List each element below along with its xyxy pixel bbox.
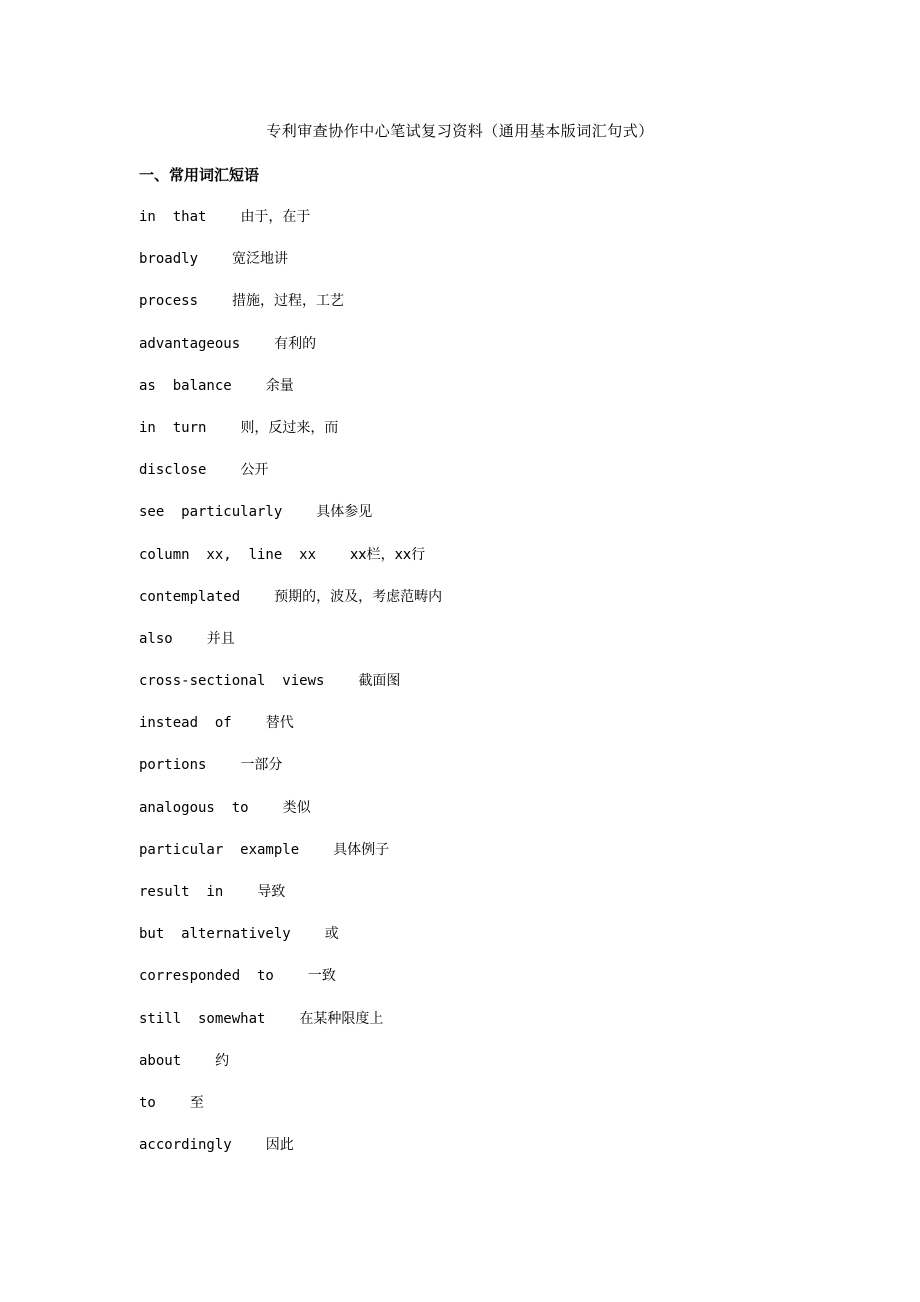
vocabulary-term: about [139, 1052, 182, 1069]
vocabulary-meaning: 由于，在于 [240, 209, 311, 225]
vocabulary-item [139, 1009, 442, 1051]
vocabulary-meaning: 因此 [265, 1137, 294, 1154]
vocabulary-meaning: 有利的 [274, 335, 317, 352]
vocabulary-term: portions [139, 757, 207, 774]
vocabulary-item [139, 545, 442, 587]
vocabulary-item [139, 713, 442, 755]
vocabulary-meaning: xx栏，xx行 [350, 546, 426, 563]
vocabulary-item [139, 1093, 442, 1135]
vocabulary-meaning: 公开 [240, 462, 269, 479]
vocabulary-item [139, 249, 442, 291]
vocabulary-meaning: 具体参见 [316, 504, 373, 521]
vocabulary-term: particular example [139, 841, 300, 858]
vocabulary-item [139, 924, 442, 966]
vocabulary-item [139, 1051, 442, 1093]
vocabulary-term: accordingly [139, 1137, 232, 1154]
vocabulary-term: also [139, 630, 173, 647]
vocabulary-item [139, 207, 442, 249]
vocabulary-meaning: 则，反过来，而 [240, 419, 339, 436]
vocabulary-meaning: 类似 [282, 799, 311, 816]
vocabulary-item [139, 671, 442, 713]
vocabulary-term: but alternatively [139, 926, 291, 943]
vocabulary-term: process [139, 293, 199, 310]
vocabulary-meaning: 或 [324, 926, 339, 943]
vocabulary-term: cross-sectional views [139, 673, 325, 690]
vocabulary-item [139, 966, 442, 1008]
vocabulary-term: advantageous [139, 335, 241, 352]
vocabulary-meaning: 在某种限度上 [299, 1010, 384, 1027]
vocabulary-meaning: 预期的，波及，考虑范畴内 [274, 588, 443, 605]
vocabulary-term: broadly [139, 251, 199, 268]
vocabulary-meaning: 替代 [265, 715, 294, 732]
vocabulary-meaning: 导致 [257, 884, 286, 900]
vocabulary-term: in turn [139, 419, 207, 436]
vocabulary-item [139, 502, 442, 544]
vocabulary-term: see particularly [139, 504, 283, 521]
vocabulary-list [139, 207, 442, 1177]
vocabulary-term: analogous to [139, 799, 249, 816]
document-title: 专利审查协作中心笔试复习资料（通用基本版词汇句式） [266, 122, 654, 140]
vocabulary-term: as balance [139, 377, 232, 394]
vocabulary-meaning: 约 [215, 1052, 230, 1069]
vocabulary-item [139, 587, 442, 629]
vocabulary-meaning: 具体例子 [333, 841, 390, 858]
vocabulary-term: instead of [139, 715, 232, 732]
vocabulary-item [139, 755, 442, 797]
vocabulary-term: corresponded to [139, 968, 274, 985]
vocabulary-term: contemplated [139, 588, 241, 605]
vocabulary-term: column xx, line xx [139, 546, 317, 563]
vocabulary-item [139, 798, 442, 840]
vocabulary-item [139, 1135, 442, 1177]
vocabulary-item [139, 334, 442, 376]
vocabulary-term: disclose [139, 462, 207, 479]
vocabulary-item [139, 291, 442, 333]
vocabulary-meaning: 宽泛地讲 [232, 251, 289, 268]
vocabulary-meaning: 一部分 [240, 757, 283, 774]
vocabulary-meaning: 措施，过程，工艺 [232, 293, 345, 310]
vocabulary-meaning: 并且 [206, 630, 235, 647]
vocabulary-item [139, 418, 442, 460]
vocabulary-item [139, 629, 442, 671]
vocabulary-meaning: 截面图 [358, 673, 401, 690]
vocabulary-meaning: 余量 [265, 377, 294, 394]
section-heading: 一、常用词汇短语 [139, 166, 260, 184]
vocabulary-item [139, 882, 442, 924]
vocabulary-term: result in [139, 884, 224, 900]
vocabulary-term: to [139, 1094, 156, 1111]
vocabulary-meaning: 至 [189, 1094, 204, 1111]
vocabulary-item [139, 460, 442, 502]
vocabulary-item [139, 840, 442, 882]
vocabulary-term: still somewhat [139, 1010, 266, 1027]
vocabulary-item [139, 376, 442, 418]
vocabulary-term: in that [139, 209, 207, 225]
vocabulary-meaning: 一致 [307, 968, 336, 985]
